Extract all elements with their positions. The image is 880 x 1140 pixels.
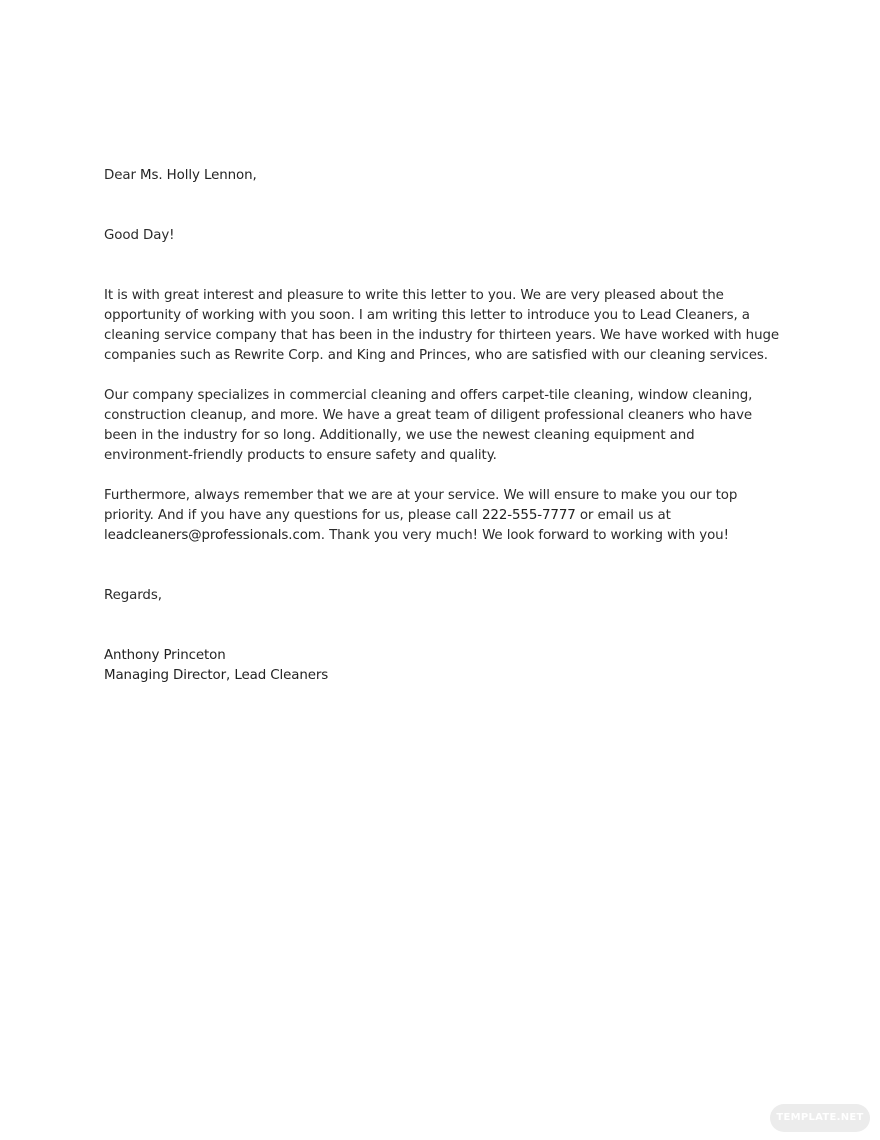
salutation — [104, 166, 784, 186]
email-address: leadcleaners@professionals.com — [104, 528, 321, 543]
paragraph-contact-text-3: . Thank you very much! We look forward to working with you! — [320, 528, 729, 543]
signer-name: Anthony Princeton — [104, 648, 226, 663]
paragraph-contact — [104, 486, 784, 546]
phone-number: 222-555-7777 — [482, 508, 576, 523]
greeting: Good Day! — [104, 228, 175, 243]
closing: Regards, — [104, 588, 162, 603]
paragraph-introduction: It is with great interest and pleasure to write this letter to you. We are very pleased about the opportunity of working with you soon. I am writing this letter to introduce you to Lead Cleaners, a cleaning service company that has been in the industry for thirteen years. We have worked with huge companies such as Rewrite Corp. and King and Princes, who are satisfied with our cleaning services. — [104, 288, 779, 363]
signature-block — [104, 646, 784, 686]
paragraph-services: Our company specializes in commercial cleaning and offers carpet-tile cleaning, window cleaning, construction cleanup, and more. We have a great team of diligent professional cleaners who have been in the industry for so long. Additionally, we use the newest cleaning equipment and environment-friendly products to ensure safety and quality. — [104, 388, 753, 463]
paragraph-contact-text-2: or email us at — [575, 508, 671, 523]
recipient-name: Ms. Holly Lennon, — [140, 168, 257, 183]
paragraph-contact-text-1: Furthermore, always remember that we are at your service. We will ensure to make you our top priority. And if you have any questions for us, please call — [104, 488, 738, 523]
salutation-prefix: Dear — [104, 168, 141, 183]
letter-body — [104, 166, 784, 686]
watermark-badge: TEMPLATE.NET — [770, 1104, 870, 1132]
signer-title: Managing Director, Lead Cleaners — [104, 668, 329, 683]
